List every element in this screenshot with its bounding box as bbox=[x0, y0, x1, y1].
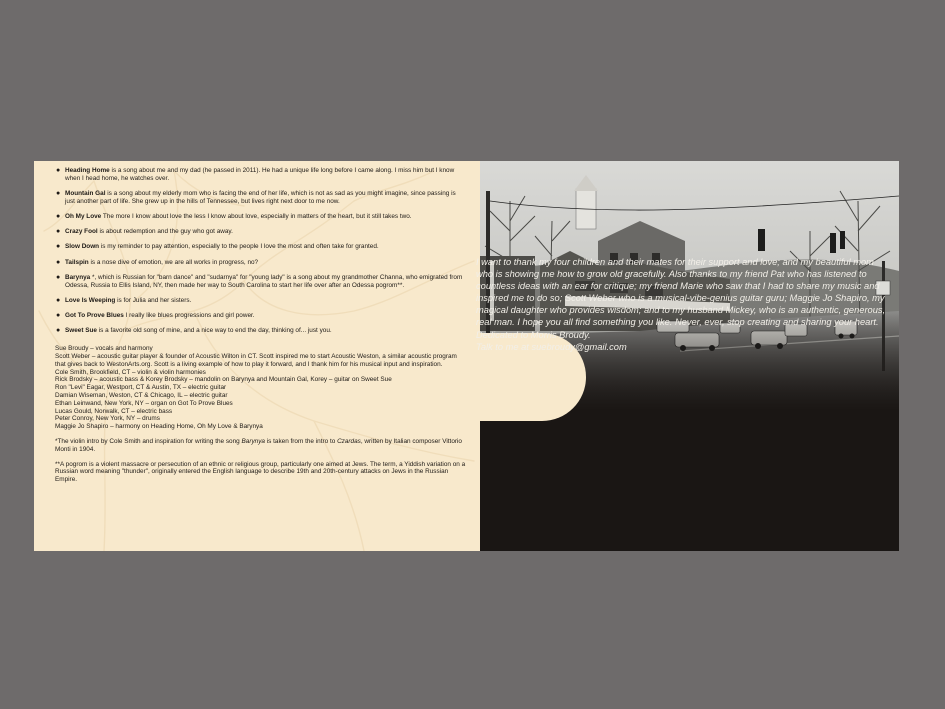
dedication-line: Dedicated to Morris Broudy. bbox=[476, 329, 591, 340]
credit-line: Lucas Gould, Norwalk, CT – electric bass bbox=[55, 407, 173, 415]
song-title: Tailspin bbox=[65, 258, 89, 266]
credit-line: Cole Smith, Brookfield, CT – violin & violin harmonies bbox=[55, 368, 206, 376]
contact-label: Talk to me at bbox=[476, 341, 532, 352]
contact-email: suebroudy@gmail.com bbox=[531, 341, 627, 352]
bullet-icon: ● bbox=[56, 258, 61, 266]
bullet-icon: ● bbox=[56, 213, 61, 221]
song-description: is about redemption and the guy who got away. bbox=[97, 228, 233, 236]
contact-line bbox=[476, 341, 886, 353]
song-note-sweet-sue bbox=[55, 327, 467, 335]
song-description: is a nose dive of emotion, we are all works in progress, no? bbox=[88, 258, 259, 266]
song-note-oh-my-love bbox=[55, 213, 467, 221]
credit-line: Rick Brodsky – acoustic bass & Korey Brodsky – mandolin on Barynya and Mountain Gal, Korey – guitar on Sweet Sue bbox=[55, 376, 392, 384]
bullet-icon: ● bbox=[56, 327, 61, 335]
bullet-icon: ● bbox=[56, 296, 61, 304]
song-description: The more I know about love the less I know about love, especially in matters of the heart, but it still takes two. bbox=[101, 213, 412, 221]
musician-credits bbox=[55, 345, 467, 431]
song-note-love-is-weeping bbox=[55, 297, 467, 305]
footnote-text: is taken from the intro to bbox=[264, 438, 338, 446]
credit-paragraph: Scott Weber – acoustic guitar player & founder of Acoustic Wilton in CT. Scott inspired me to start Acoustic Weston, a similar acoustic program that gives back to WestonArts.org. Scott is a living example of how to play it forward, and I thank him for his musical input and inspiration. bbox=[55, 352, 457, 368]
pogrom-footnote: **A pogrom is a violent massacre or persecution of an ethnic or religious group, particularly one aimed at Jews. The term, a Yiddish variation on a Russian word meaning "thunder", originally entered the English language to describe 19th and 20th-century attacks on Jews in the Russian Empire. bbox=[55, 460, 466, 484]
footnote-piece-title: Czardas bbox=[337, 438, 361, 446]
cd-booklet bbox=[34, 161, 899, 551]
credit-line: Damian Wiseman, Weston, CT & Chicago, IL – electric guitar bbox=[55, 391, 228, 399]
credit-line: Ethan Leinwand, New York, NY – organ on Got To Prove Blues bbox=[55, 399, 233, 407]
song-title: Got To Prove Blues bbox=[65, 312, 124, 320]
bullet-icon: ● bbox=[56, 243, 61, 251]
song-note-barynya bbox=[55, 274, 467, 290]
credit-line: Peter Conroy, New York, NY – drums bbox=[55, 415, 160, 423]
credit-line: Sue Broudy – vocals and harmony bbox=[55, 345, 153, 353]
song-description: is a favorite old song of mine, and a nice way to end the day, thinking of... just you. bbox=[96, 327, 332, 335]
song-note-heading-home bbox=[55, 167, 467, 183]
song-description: is my reminder to pay attention, especially to the people I love the most and often take for granted. bbox=[99, 243, 379, 251]
credit-line: Maggie Jo Shapiro – harmony on Heading Home, Oh My Love & Barynya bbox=[55, 423, 263, 431]
song-note-got-to-prove-blues bbox=[55, 312, 467, 320]
footnote-text: *The violin intro by Cole Smith and inspiration for writing the song bbox=[55, 438, 242, 446]
song-title: Slow Down bbox=[65, 243, 100, 251]
thank-you-paragraph: I want to thank my four children and their mates for their support and love; and my beautiful mom who is showing me how to grow old gracefully. Also thanks to my friend Pat who has listened to countless ideas with an ear for critique; my friend Marie who saw that I had to share my music and inspired me to do so; Scott Weber who is a musical-vibe-genius guitar guru; Maggie Jo Shapiro, my magical daughter who provides wisdom; and to my husband Mickey, who is an authentic, generous, real man. I hope you all find something you like. Never, ever, stop creating and sharing your heart. bbox=[476, 257, 886, 328]
song-notes-list bbox=[55, 167, 467, 335]
bullet-icon: ● bbox=[56, 167, 61, 174]
song-title: Mountain Gal bbox=[65, 190, 106, 198]
song-title: Oh My Love bbox=[65, 213, 102, 221]
song-description: is a song about my elderly mom who is facing the end of her life, which is not as sad as you might imagine, since passing is just another part of life. She grew up in the hills of Tennessee, but lives right next door to me now. bbox=[65, 190, 456, 205]
song-note-slow-down bbox=[55, 243, 467, 251]
song-note-tailspin bbox=[55, 259, 467, 267]
song-description: is for Julia and her sisters. bbox=[115, 296, 192, 304]
bullet-icon: ● bbox=[56, 273, 61, 281]
bullet-icon: ● bbox=[56, 190, 61, 198]
bullet-icon: ● bbox=[56, 228, 61, 236]
thank-you-note bbox=[476, 256, 886, 353]
song-title: Heading Home bbox=[65, 167, 110, 174]
footnote-song-title: Barynya bbox=[241, 438, 265, 446]
song-description: *, which is Russian for "barn dance" and "sudarnya" for "young lady" is a song about my grandmother Channa, who emigrated from Odessa, Russia to Ellis Island, NY, then made her way to South Carolina to start her life over after an Odessa pogrom**. bbox=[65, 273, 463, 289]
credit-line: Ron "Levi" Eagar, Westport, CT & Austin, TX – electric guitar bbox=[55, 384, 227, 392]
song-title: Sweet Sue bbox=[65, 327, 97, 335]
song-description: I really like blues progressions and girl power. bbox=[123, 312, 255, 320]
song-title: Love Is Weeping bbox=[65, 296, 116, 304]
song-description: is a song about me and my dad (he passed in 2011). He had a unique life long before I came along. I miss him but I know when I head home, he watches over. bbox=[65, 167, 455, 182]
bullet-icon: ● bbox=[56, 312, 61, 320]
song-note-crazy-fool bbox=[55, 228, 467, 236]
song-title: Crazy Fool bbox=[65, 228, 98, 236]
violin-intro-footnote bbox=[55, 438, 467, 454]
song-title: Barynya bbox=[65, 273, 91, 281]
liner-notes-panel bbox=[34, 161, 482, 551]
song-note-mountain-gal bbox=[55, 190, 467, 206]
footnote-text: , written by Italian composer Vittorio Monti in 1904. bbox=[55, 438, 462, 453]
liner-notes-text bbox=[55, 167, 467, 484]
